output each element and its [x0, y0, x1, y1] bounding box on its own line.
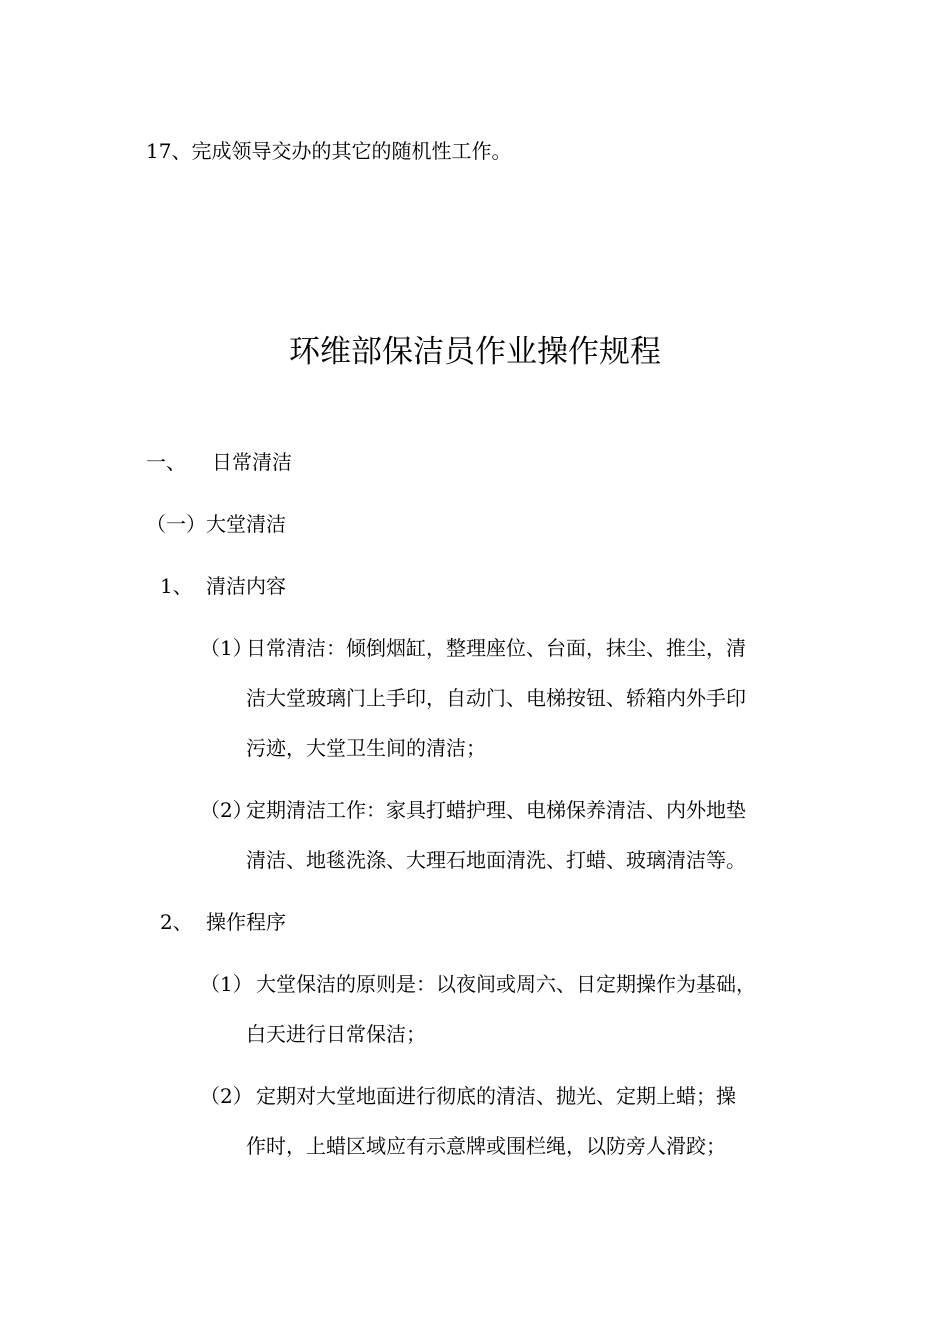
point-line: 定期清洁工作：家具打蜡护理、电梯保养清洁、内外地垫 [246, 798, 746, 822]
point-line: 洁大堂玻璃门上手印，自动门、电梯按钮、轿箱内外手印 [246, 686, 746, 710]
point-line: 清洁、地毯洗涤、大理石地面清洗、打蜡、玻璃清洁等。 [246, 848, 746, 872]
point-line: 定期对大堂地面进行彻底的清洁、抛光、定期上蜡；操 [256, 1084, 736, 1108]
item-heading [160, 908, 286, 936]
item-heading [160, 572, 286, 600]
section-number: 一、 [146, 450, 186, 474]
list-item [200, 634, 746, 662]
section-title: 日常清洁 [212, 450, 292, 474]
point-marker: （2） [200, 798, 253, 822]
point-line: 作时，上蜡区域应有示意牌或围栏绳，以防旁人滑跤； [246, 1134, 726, 1158]
list-item [200, 1082, 736, 1110]
list-item [200, 796, 746, 824]
carryover-list-item: 17、完成领导交办的其它的随机性工作。 [146, 139, 512, 163]
point-marker: （2） [200, 1084, 253, 1108]
item-title: 操作程序 [206, 910, 286, 934]
point-line: 白天进行日常保洁； [246, 1022, 426, 1046]
item-number: 2、 [160, 910, 193, 934]
point-marker: （1） [200, 636, 253, 660]
section-heading [146, 448, 292, 476]
point-line: 污迹，大堂卫生间的清洁； [246, 736, 486, 760]
point-marker: （1） [200, 972, 253, 996]
document-title: 环维部保洁员作业操作规程 [289, 334, 661, 370]
item-title: 清洁内容 [206, 574, 286, 598]
subsection-heading: （一）大堂清洁 [146, 512, 286, 536]
point-line: 日常清洁：倾倒烟缸，整理座位、台面，抹尘、推尘，清 [246, 636, 746, 660]
item-number: 1、 [160, 574, 193, 598]
point-line: 大堂保洁的原则是：以夜间或周六、日定期操作为基础， [256, 972, 756, 996]
list-item [200, 970, 756, 998]
